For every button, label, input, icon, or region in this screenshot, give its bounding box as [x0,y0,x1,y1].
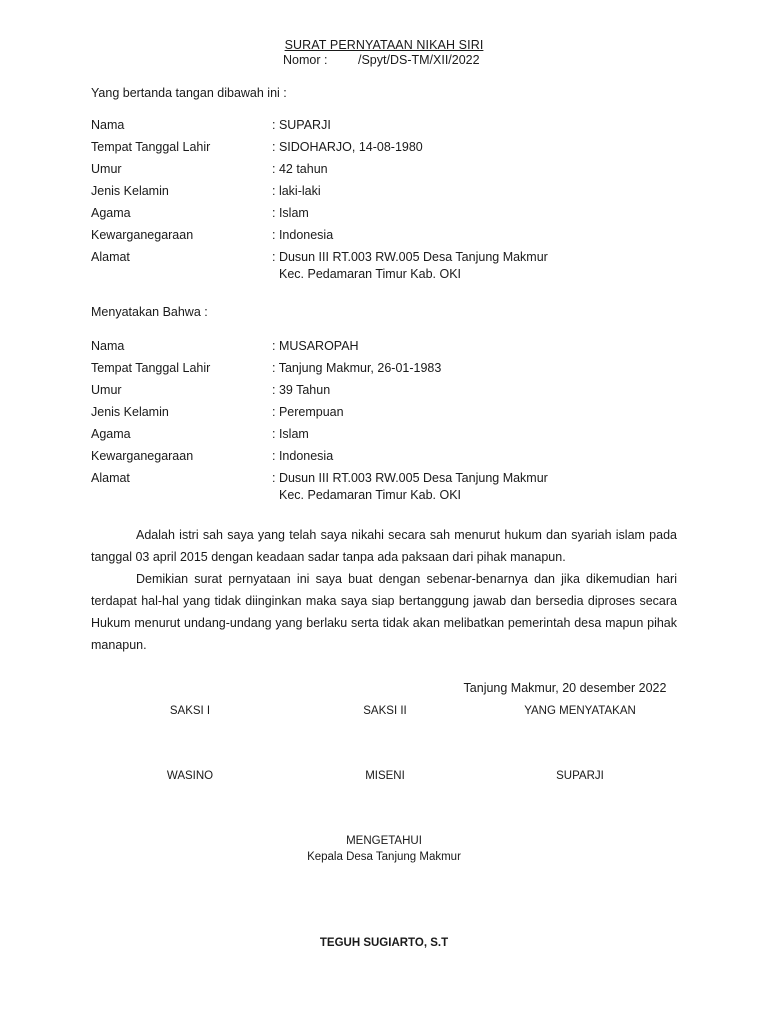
person2-row-ttl [91,361,691,379]
document-number [283,53,480,67]
field-value: : SUPARJI [272,118,331,132]
field-label: Umur [91,383,122,397]
nomor-label: Nomor : [283,53,328,67]
village-head-position: Kepala Desa Tanjung Makmur [307,851,461,863]
field-label: Kewarganegaraan [91,449,194,463]
field-label: Agama [91,427,131,441]
declares-text: Menyatakan Bahwa : [91,305,208,319]
saksi2-name: MISENI [365,770,405,782]
village-head-name: TEGUH SUGIARTO, S.T [319,937,449,949]
field-value: : SIDOHARJO, 14-08-1980 [272,140,423,154]
field-value: : 39 Tahun [272,383,331,397]
field-label: Jenis Kelamin [91,405,169,419]
declarant-label: YANG MENYATAKAN [524,705,636,717]
field-label: Tempat Tanggal Lahir [91,140,211,154]
field-value: : 42 tahun [272,162,328,176]
statement-paragraph-2: Demikian surat pernyataan ini saya buat dengan sebenar-benarnya dan jika dikemudian hari terdapat hal-hal yang tidak diinginkan maka saya siap bertanggung jawab dan bersedia diproses secara Hukum menurut undang-undang yang berlaku serta tidak akan melibatkan pemerintah desa mapun pihak manapun. [91,572,677,652]
field-value: : Dusun III RT.003 RW.005 Desa Tanjung Makmur [272,471,548,485]
field-value: : Islam [272,427,309,441]
person1-row-alamat [91,250,691,286]
saksi2-label: SAKSI II [363,705,407,717]
person1-row-jenis-kelamin [91,184,691,202]
field-value: : laki-laki [272,184,321,198]
field-label: Agama [91,206,131,220]
field-value: : MUSAROPAH [272,339,359,353]
field-label: Alamat [91,250,130,264]
field-label: Alamat [91,471,130,485]
person1-row-umur [91,162,691,180]
person1-row-kewarganegaraan [91,228,691,246]
field-value: : Perempuan [272,405,344,419]
person1-row-agama [91,206,691,224]
person2-row-agama [91,427,691,445]
field-value: : Dusun III RT.003 RW.005 Desa Tanjung Makmur [272,250,548,264]
field-label: Umur [91,162,122,176]
field-label: Jenis Kelamin [91,184,169,198]
place-date: Tanjung Makmur, 20 desember 2022 [463,681,667,695]
field-label: Nama [91,118,125,132]
person2-row-alamat [91,471,691,507]
person1-row-ttl [91,140,691,158]
document-title: SURAT PERNYATAAN NIKAH SIRI [284,38,484,52]
declarant-name: SUPARJI [556,770,604,782]
field-value-continued: Kec. Pedamaran Timur Kab. OKI [279,488,462,502]
field-value: : Islam [272,206,309,220]
statement-paragraph-1: Adalah istri sah saya yang telah saya nikahi secara sah menurut hukum dan syariah islam pada tanggal 03 april 2015 dengan keadaan sadar tanpa ada paksaan dari pihak manapun. [91,528,677,564]
person2-row-jenis-kelamin [91,405,691,423]
field-value: : Indonesia [272,228,334,242]
person2-row-kewarganegaraan [91,449,691,467]
person2-row-nama [91,339,691,357]
field-value: : Indonesia [272,449,334,463]
field-value: : Tanjung Makmur, 26-01-1983 [272,361,442,375]
nomor-value: /Spyt/DS-TM/XII/2022 [358,53,480,67]
field-label: Kewarganegaraan [91,228,194,242]
field-label: Tempat Tanggal Lahir [91,361,211,375]
person2-row-umur [91,383,691,401]
saksi1-name: WASINO [166,770,214,782]
field-value-continued: Kec. Pedamaran Timur Kab. OKI [279,267,462,281]
person1-row-nama [91,118,691,136]
saksi1-label: SAKSI I [169,705,211,717]
field-label: Nama [91,339,125,353]
acknowledge-label: MENGETAHUI [346,835,422,847]
intro-text: Yang bertanda tangan dibawah ini : [91,86,287,100]
